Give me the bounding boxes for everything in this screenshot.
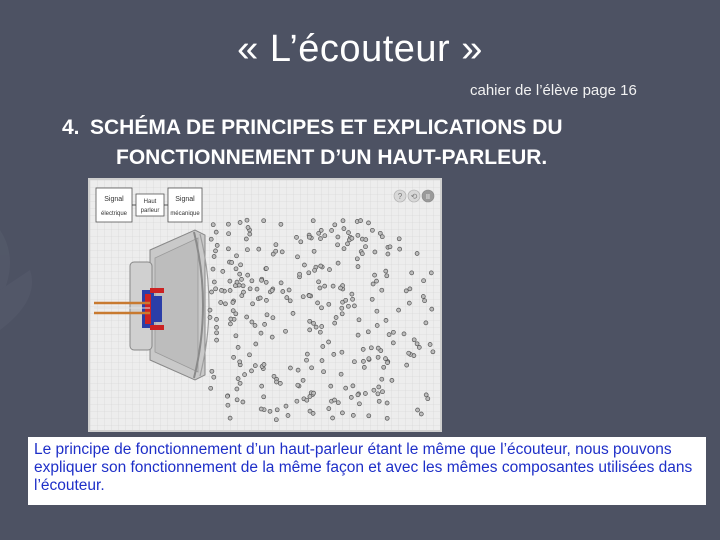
air-molecule xyxy=(336,235,340,239)
air-molecule xyxy=(385,274,389,278)
air-molecule xyxy=(351,413,355,417)
air-molecule xyxy=(241,400,245,404)
air-molecule xyxy=(262,395,266,399)
help-icon: ? xyxy=(397,192,403,201)
air-molecule xyxy=(263,322,267,326)
air-molecule xyxy=(356,265,360,269)
air-molecule xyxy=(305,398,309,402)
air-molecule xyxy=(428,343,432,347)
air-molecule xyxy=(245,248,249,252)
air-molecule xyxy=(384,269,388,273)
air-molecule xyxy=(250,369,254,373)
air-molecule xyxy=(255,287,259,291)
air-molecule xyxy=(312,391,316,395)
explanation-text: Le principe de fonctionnement d’un haut-parleur étant le même que l’écouteur, nous pouvons expliquer son fonctionnement de la même façon et avec les mêmes composantes utilisées dans l’écouteur. xyxy=(28,437,706,505)
air-molecule xyxy=(229,317,233,321)
air-molecule xyxy=(262,363,266,367)
air-molecule xyxy=(226,222,230,226)
air-molecule xyxy=(246,273,250,277)
air-molecule xyxy=(270,289,274,293)
air-molecule xyxy=(214,230,218,234)
air-molecule xyxy=(210,369,214,373)
air-molecule xyxy=(370,297,374,301)
air-molecule xyxy=(264,280,268,284)
air-molecule xyxy=(333,398,337,402)
air-molecule xyxy=(228,289,232,293)
air-molecule xyxy=(215,317,219,321)
air-molecule xyxy=(219,301,223,305)
air-molecule xyxy=(327,340,331,344)
air-molecule xyxy=(317,231,321,235)
air-molecule xyxy=(410,271,414,275)
air-molecule xyxy=(316,301,320,305)
air-molecule xyxy=(417,345,421,349)
air-molecule xyxy=(260,384,264,388)
air-molecule xyxy=(238,272,242,276)
air-molecule xyxy=(295,235,299,239)
air-molecule xyxy=(369,346,373,350)
air-molecule xyxy=(215,243,219,247)
air-molecule xyxy=(352,360,356,364)
mechanical-signal-label-top: Signal xyxy=(175,196,195,203)
air-molecule xyxy=(236,377,240,381)
air-molecule xyxy=(391,330,395,334)
air-molecule xyxy=(356,333,360,337)
air-molecule xyxy=(258,296,262,300)
air-molecule xyxy=(398,247,402,251)
air-molecule xyxy=(210,290,214,294)
electric-signal-label-bottom: électrique xyxy=(100,211,128,217)
air-molecule xyxy=(250,320,254,324)
air-molecule xyxy=(227,232,231,236)
air-molecule xyxy=(373,273,377,277)
air-molecule xyxy=(362,365,366,369)
air-molecule xyxy=(230,261,234,265)
air-molecule xyxy=(342,227,346,231)
air-molecule xyxy=(355,257,359,261)
air-molecule xyxy=(275,408,279,412)
air-molecule xyxy=(419,412,423,416)
air-molecule xyxy=(407,301,411,305)
heading-line-2: FONCTIONNEMENT D’UN HAUT-PARLEUR. xyxy=(116,146,548,169)
air-molecule xyxy=(344,298,348,302)
speaker-label-bottom: parleur xyxy=(140,208,160,214)
air-molecule xyxy=(377,385,381,389)
air-molecule xyxy=(259,331,263,335)
air-molecule xyxy=(377,399,381,403)
air-molecule xyxy=(347,231,351,235)
air-molecule xyxy=(407,351,411,355)
air-molecule xyxy=(262,219,266,223)
air-molecule xyxy=(288,366,292,370)
air-molecule xyxy=(209,386,213,390)
slide-title: « L’écouteur » xyxy=(237,28,483,70)
air-molecule xyxy=(212,375,216,379)
air-molecule xyxy=(364,238,368,242)
air-molecule xyxy=(302,263,306,267)
air-molecule xyxy=(318,330,322,334)
air-molecule xyxy=(430,307,434,311)
air-molecule xyxy=(234,312,238,316)
air-molecule xyxy=(320,325,324,329)
air-molecule xyxy=(356,393,360,397)
air-molecule xyxy=(386,252,390,256)
heading-line-1: SCHÉMA DE PRINCIPES ET EXPLICATIONS DU xyxy=(90,116,563,139)
air-molecule xyxy=(226,403,230,407)
air-molecule xyxy=(319,237,323,241)
air-molecule xyxy=(333,321,337,325)
air-molecule xyxy=(371,282,375,286)
electric-signal-label-top: Signal xyxy=(104,196,124,203)
air-molecule xyxy=(421,295,425,299)
air-molecule xyxy=(257,247,261,251)
air-molecule xyxy=(274,243,278,247)
air-molecule xyxy=(423,299,427,303)
air-molecule xyxy=(279,222,283,226)
air-molecule xyxy=(238,381,242,385)
air-molecule xyxy=(245,218,249,222)
air-molecule xyxy=(281,290,285,294)
air-molecule xyxy=(240,277,244,281)
air-molecule xyxy=(212,280,216,284)
air-molecule xyxy=(356,233,360,237)
replay-icon: ⟲ xyxy=(410,192,418,201)
air-molecule xyxy=(404,289,408,293)
air-molecule xyxy=(215,331,219,335)
mechanical-signal-label-bottom: mécanique xyxy=(170,211,200,217)
air-molecule xyxy=(339,286,343,290)
air-molecule xyxy=(376,355,380,359)
air-molecule xyxy=(285,296,289,300)
air-molecule xyxy=(351,384,355,388)
air-molecule xyxy=(270,335,274,339)
air-molecule xyxy=(351,297,355,301)
air-molecule xyxy=(234,267,238,271)
air-molecule xyxy=(367,221,371,225)
air-molecule xyxy=(235,280,239,284)
air-molecule xyxy=(312,249,316,253)
air-molecule xyxy=(265,313,269,317)
air-molecule xyxy=(384,357,388,361)
air-molecule xyxy=(426,397,430,401)
air-molecule xyxy=(387,333,391,337)
air-molecule xyxy=(373,250,377,254)
air-molecule xyxy=(331,416,335,420)
air-molecule xyxy=(264,298,268,302)
air-molecule xyxy=(296,383,300,387)
air-molecule xyxy=(314,325,318,329)
air-molecule xyxy=(331,284,335,288)
air-molecule xyxy=(310,366,314,370)
air-molecule xyxy=(361,347,365,351)
air-molecule xyxy=(238,221,242,225)
air-molecule xyxy=(209,237,213,241)
air-molecule xyxy=(311,219,315,223)
air-molecule xyxy=(429,271,433,275)
air-molecule xyxy=(235,398,239,402)
air-molecule xyxy=(357,402,361,406)
air-molecule xyxy=(424,321,428,325)
air-molecule xyxy=(287,288,291,292)
air-molecule xyxy=(349,395,353,399)
air-molecule xyxy=(344,386,348,390)
air-molecule xyxy=(274,249,278,253)
air-molecule xyxy=(301,295,305,299)
animation-controls xyxy=(394,190,434,202)
air-molecule xyxy=(299,240,303,244)
air-molecule xyxy=(352,304,356,308)
air-molecule xyxy=(248,287,252,291)
air-molecule xyxy=(226,247,230,251)
air-molecule xyxy=(397,308,401,312)
loudspeaker-diagram xyxy=(88,178,442,432)
air-molecule xyxy=(375,324,379,328)
air-molecule xyxy=(341,219,345,223)
air-molecule xyxy=(235,254,239,258)
heading-text xyxy=(90,113,690,173)
air-molecule xyxy=(336,243,340,247)
air-molecule xyxy=(416,408,420,412)
air-molecule xyxy=(312,321,316,325)
air-molecule xyxy=(208,308,212,312)
air-molecule xyxy=(386,361,390,365)
air-molecule xyxy=(242,290,246,294)
air-molecule xyxy=(223,302,227,306)
air-molecule xyxy=(385,401,389,405)
air-molecule xyxy=(380,288,384,292)
air-molecule xyxy=(264,267,268,271)
pause-icon: II xyxy=(426,194,430,201)
slide-subtitle: cahier de l’élève page 16 xyxy=(470,82,637,99)
air-molecule xyxy=(388,245,392,249)
air-molecule xyxy=(244,237,248,241)
air-molecule xyxy=(291,311,295,315)
air-molecule xyxy=(235,387,239,391)
air-molecule xyxy=(415,252,419,256)
air-molecule xyxy=(340,312,344,316)
air-molecule xyxy=(295,399,299,403)
air-molecule xyxy=(271,316,275,320)
air-molecule xyxy=(253,324,257,328)
air-molecule xyxy=(308,319,312,323)
air-molecule xyxy=(231,301,235,305)
air-molecule xyxy=(361,359,365,363)
air-molecule xyxy=(228,322,232,326)
air-molecule xyxy=(323,284,327,288)
air-molecule xyxy=(239,263,243,267)
air-molecule xyxy=(280,250,284,254)
air-molecule xyxy=(275,380,279,384)
air-molecule xyxy=(245,315,249,319)
air-molecule xyxy=(211,267,215,271)
air-molecule xyxy=(225,394,229,398)
air-molecule xyxy=(367,414,371,418)
air-molecule xyxy=(238,360,242,364)
air-molecule xyxy=(320,359,324,363)
air-molecule xyxy=(422,279,426,283)
air-molecule xyxy=(305,358,309,362)
air-molecule xyxy=(334,316,338,320)
air-molecule xyxy=(319,264,323,268)
air-molecule xyxy=(228,416,232,420)
air-molecule xyxy=(375,279,379,283)
air-molecule xyxy=(366,330,370,334)
air-molecule xyxy=(214,287,218,291)
air-molecule xyxy=(296,368,300,372)
air-molecule xyxy=(307,294,311,298)
air-molecule xyxy=(301,378,305,382)
air-molecule xyxy=(298,272,302,276)
air-molecule xyxy=(248,353,252,357)
air-molecule xyxy=(375,309,379,313)
air-molecule xyxy=(278,381,282,385)
air-molecule xyxy=(390,378,394,382)
air-molecule xyxy=(308,328,312,332)
air-molecule xyxy=(251,302,255,306)
air-molecule xyxy=(339,372,343,376)
air-molecule xyxy=(214,249,218,253)
air-molecule xyxy=(384,318,388,322)
air-molecule xyxy=(424,393,428,397)
air-molecule xyxy=(340,411,344,415)
air-molecule xyxy=(317,280,321,284)
air-molecule xyxy=(243,373,247,377)
air-molecule xyxy=(313,268,317,272)
air-molecule xyxy=(405,363,409,367)
heading-number: 4. xyxy=(62,116,80,139)
air-molecule xyxy=(259,407,263,411)
air-molecule xyxy=(232,355,236,359)
air-molecule xyxy=(208,315,212,319)
air-molecule xyxy=(212,255,216,259)
air-molecule xyxy=(357,318,361,322)
air-molecule xyxy=(412,338,416,342)
air-molecule xyxy=(215,325,219,329)
air-molecule xyxy=(279,281,283,285)
air-molecule xyxy=(329,384,333,388)
air-molecule xyxy=(296,255,300,259)
air-molecule xyxy=(228,279,232,283)
air-molecule xyxy=(246,226,250,230)
air-molecule xyxy=(333,223,337,227)
air-molecule xyxy=(215,338,219,342)
air-molecule xyxy=(340,350,344,354)
air-molecule xyxy=(340,306,344,310)
air-molecule xyxy=(346,242,350,246)
air-molecule xyxy=(321,345,325,349)
air-molecule xyxy=(328,268,332,272)
air-molecule xyxy=(342,247,346,251)
air-molecule xyxy=(336,401,340,405)
air-molecule xyxy=(284,329,288,333)
speaker-label-top: Haut xyxy=(143,199,157,205)
air-molecule xyxy=(330,229,334,233)
air-molecule xyxy=(236,345,240,349)
air-molecule xyxy=(327,407,331,411)
air-molecule xyxy=(380,235,384,239)
air-molecule xyxy=(364,245,368,249)
air-molecule xyxy=(359,219,363,223)
air-molecule xyxy=(248,232,252,236)
air-molecule xyxy=(363,392,367,396)
air-molecule xyxy=(274,418,278,422)
air-molecule xyxy=(376,346,380,350)
air-molecule xyxy=(397,237,401,241)
air-molecule xyxy=(286,414,290,418)
air-molecule xyxy=(241,284,245,288)
air-molecule xyxy=(336,261,340,265)
air-molecule xyxy=(350,292,354,296)
air-molecule xyxy=(370,228,374,232)
air-molecule xyxy=(382,365,386,369)
air-molecule xyxy=(305,352,309,356)
air-molecule xyxy=(327,302,331,306)
air-molecule xyxy=(431,350,435,354)
air-molecule xyxy=(288,299,292,303)
air-molecule xyxy=(284,404,288,408)
air-molecule xyxy=(311,411,315,415)
air-molecule xyxy=(250,279,254,283)
air-molecule xyxy=(367,357,371,361)
air-molecule xyxy=(307,271,311,275)
air-molecule xyxy=(234,334,238,338)
air-molecule xyxy=(380,377,384,381)
air-molecule xyxy=(323,234,327,238)
air-molecule xyxy=(253,364,257,368)
air-molecule xyxy=(376,392,380,396)
air-molecule xyxy=(408,287,412,291)
air-molecule xyxy=(320,306,324,310)
air-molecule xyxy=(385,416,389,420)
air-molecule xyxy=(211,223,215,227)
air-molecule xyxy=(346,304,350,308)
air-molecule xyxy=(318,286,322,290)
air-molecule xyxy=(391,341,395,345)
air-molecule xyxy=(307,235,311,239)
air-molecule xyxy=(402,332,406,336)
air-molecule xyxy=(332,352,336,356)
air-molecule xyxy=(221,269,225,273)
air-molecule xyxy=(350,236,354,240)
air-molecule xyxy=(254,342,258,346)
loudspeaker-animation xyxy=(90,180,440,430)
air-molecule xyxy=(268,409,272,413)
air-molecule xyxy=(381,390,385,394)
air-molecule xyxy=(372,388,376,392)
air-molecule xyxy=(360,252,364,256)
air-molecule xyxy=(260,278,264,282)
air-molecule xyxy=(322,370,326,374)
air-molecule xyxy=(220,288,224,292)
